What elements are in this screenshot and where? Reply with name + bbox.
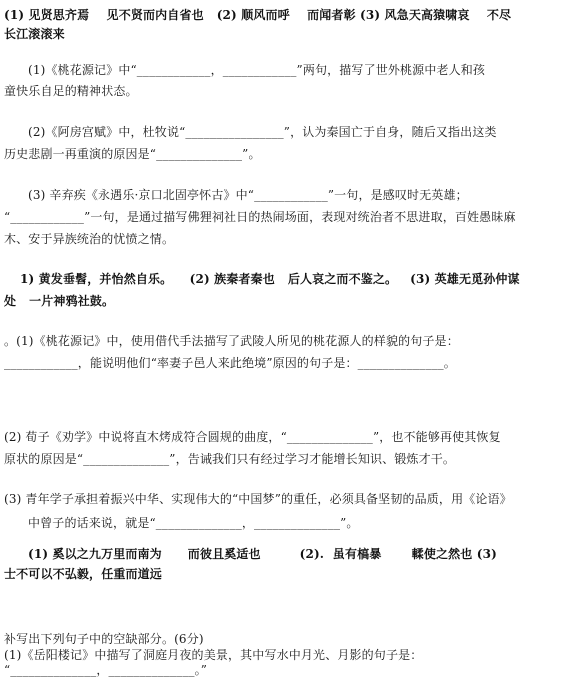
question-1-line-2: 童快乐自足的精神状态。 bbox=[4, 84, 138, 98]
answer-line-1: (1) 见贤思齐焉 见不贤而内自省也 (2) 顺风而呼 而闻者彰 (3) 风急天高猿啸哀 不尽 bbox=[4, 8, 512, 22]
question-3-line-1: (3) 辛弃疾《永遇乐·京口北固亭怀古》中“____________”一句，是感叹时无英雄； bbox=[28, 188, 468, 202]
question-5-line-2: 原状的原因是“______________”，告诫我们只有经过学习才能增长知识、锻炼才干。 bbox=[4, 452, 456, 466]
answer-line-2: 长江滚滚来 bbox=[4, 27, 65, 41]
answer-block-2-line-2: 处 一片神鸦社鼓。 bbox=[4, 294, 115, 308]
question-3-line-3: 木、安于异族统治的忧愤之情。 bbox=[4, 232, 175, 246]
question-3-line-2: “____________”一句，是通过描写佛狸祠社日的热闹场面，表现对统治者不思进取，百姓愚昧麻 bbox=[4, 210, 516, 224]
answer-block-3-line-1: (1) 奚以之九万里而南为 而彼且奚适也 (2). 虽有槁暴 輮使之然也 (3) bbox=[28, 547, 497, 561]
question-4-line-2: ____________，能说明他们“率妻子邑人来此绝境”原因的句子是：______________。 bbox=[4, 356, 456, 370]
question-6-line-2: 中曾子的话来说，就是“______________，______________”。 bbox=[28, 516, 359, 530]
question-7-line-2: “______________，______________。” bbox=[4, 663, 208, 677]
question-6-line-1: (3) 青年学子承担着振兴中华、实现伟大的“中国梦”的重任，必须具备坚韧的品质，用《论语》 bbox=[4, 492, 512, 506]
answer-block-2-line-1: 1) 黄发垂髫，并怡然自乐。 (2) 族秦者秦也 后人哀之而不鉴之。 (3) 英雄无觅孙仲谋 bbox=[20, 272, 520, 286]
answer-block-3-line-2: 士不可以不弘毅，任重而道远 bbox=[4, 567, 162, 581]
question-2-line-2: 历史悲剧一再重演的原因是“______________”。 bbox=[4, 147, 261, 161]
question-2-line-1: (2)《阿房宫赋》中，杜牧说“________________”，认为秦国亡于自身，随后又指出这类 bbox=[28, 125, 497, 139]
question-5-line-1: (2) 荀子《劝学》中说将直木烤成符合圆规的曲度，“______________”，也不能够再使其恢复 bbox=[4, 430, 501, 444]
question-7-line-1: (1)《岳阳楼记》中描写了洞庭月夜的美景，其中写水中月光、月影的句子是： bbox=[4, 648, 423, 662]
question-4-line-1: 。(1)《桃花源记》中，使用借代手法描写了武陵人所见的桃花源人的样貌的句子是： bbox=[4, 334, 459, 348]
section-heading: 补写出下列句子中的空缺部分。(6分) bbox=[4, 632, 204, 646]
question-1-line-1: (1)《桃花源记》中“____________，____________”两句，描写了世外桃源中老人和孩 bbox=[28, 63, 486, 77]
